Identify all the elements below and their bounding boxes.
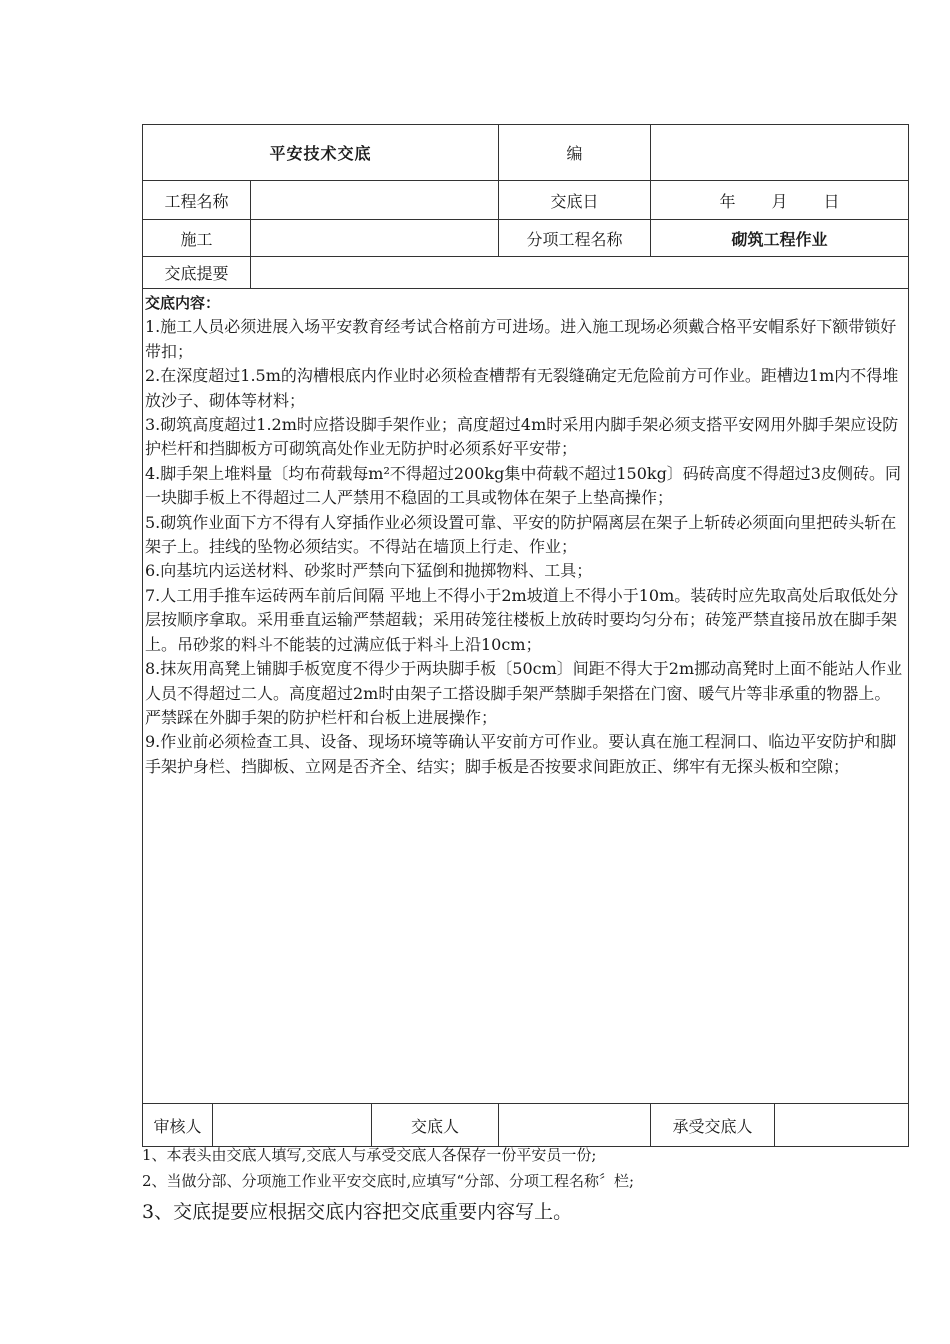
- disclosure-form: [142, 124, 909, 1147]
- date-field[interactable]: [651, 181, 909, 220]
- discloser-field[interactable]: [499, 1104, 651, 1147]
- footnote: 3、交底提要应根据交底内容把交底重要内容写上。: [142, 1201, 573, 1223]
- number-label: 编: [499, 125, 651, 181]
- date-label: 交底日: [499, 181, 651, 220]
- content-item: 4.脚手架上堆料量〔均布荷载每m²不得超过200kg集中荷载不超过150kg〕码砖高度不得超过3皮侧砖。同一块脚手板上不得超过二人严禁用不稳固的工具或物体在架子上垫高操作；: [145, 463, 901, 508]
- content-item: 8.抹灰用高凳上铺脚手板宽度不得少于两块脚手板〔50cm〕间距不得大于2m挪动高凳时上面不能站人作业人员不得超过二人。高度超过2m时由架子工搭设脚手架严禁脚手架搭在门窗、暖气片等非承重的物器上。严禁踩在外脚手架的防护栏杆和台板上进展操作；: [145, 659, 903, 727]
- receiver-group: [672, 1104, 909, 1147]
- content-item: 9.作业前必须检查工具、设备、现场环境等确认平安前方可作业。要认真在施工程洞口、临边平安防护和脚手架护身栏、挡脚板、立网是否齐全、结实；脚手板是否按要求间距放正、绑牢有无探头板和空隙；: [145, 732, 897, 776]
- summary-label: 交底提要: [143, 257, 251, 289]
- footnotes: [142, 1142, 932, 1228]
- number-field[interactable]: [651, 125, 909, 181]
- receiver-field[interactable]: [775, 1104, 908, 1146]
- content-item: 3.砌筑高度超过1.2m时应搭设脚手架作业；高度超过4m时采用内脚手架必须支搭平安网用外脚手架应设防护栏杆和挡脚板方可砌筑高处作业无防护时必须系好平安带；: [145, 415, 899, 459]
- reviewer-label: 审核人: [143, 1104, 213, 1147]
- date-year-label: 年: [719, 191, 736, 211]
- receiver-label: 承受交底人: [651, 1104, 775, 1146]
- date-month-label: 月: [771, 191, 788, 211]
- project-name-field[interactable]: [251, 181, 499, 220]
- content-heading: 交底内容：: [145, 294, 221, 312]
- reviewer-field[interactable]: [213, 1104, 372, 1147]
- construction-field[interactable]: [251, 220, 499, 257]
- construction-label: 施工: [143, 220, 251, 257]
- content-item: 6.向基坑内运送材料、砂浆时严禁向下猛倒和抛掷物料、工具；: [145, 561, 593, 581]
- content-item: 2.在深度超过1.5m的沟槽根底内作业时必须检查槽帮有无裂缝确定无危险前方可作业。距槽边1m内不得堆放沙子、砌体等材料；: [145, 366, 899, 410]
- summary-field[interactable]: [251, 257, 909, 289]
- subitem-label: 分项工程名称: [499, 220, 651, 257]
- content-item: 1.施工人员必须进展入场平安教育经考试合格前方可进场。进入施工现场必须戴合格平安帽系好下额带锁好带扣；: [145, 317, 897, 361]
- subitem-field[interactable]: 砌筑工程作业: [651, 220, 909, 257]
- footnote: 1、本表头由交底人填写,交底人与承受交底人各保存一份平安员一份;: [142, 1146, 597, 1164]
- form-title: 平安技术交底: [143, 125, 499, 181]
- content-item: 5.砌筑作业面下方不得有人穿插作业必须设置可靠、平安的防护隔离层在架子上斩砖必须面向里把砖头斩在架子上。挂线的坠物必须结实。不得站在墙顶上行走、作业；: [145, 512, 897, 557]
- discloser-label: 交底人: [372, 1104, 499, 1147]
- project-name-label: 工程名称: [143, 181, 251, 220]
- content-item: 7.人工用手推车运砖两车前后间隔 平地上不得小于2m坡道上不得小于10m。装砖时应先取高处后取低处分层按顺序拿取。采用垂直运输严禁超载；采用砖笼往楼板上放砖时要均匀分布；砖笼严禁直接吊放在脚手架上。吊砂浆的料斗不能装的过满应低于料斗上沿10cm；: [145, 585, 899, 654]
- date-day-label: 日: [823, 191, 840, 211]
- content-section[interactable]: [143, 289, 909, 1104]
- footnote: 2、当做分部、分项施工作业平安交底时,应填写“分部、分项工程名称〞栏;: [142, 1172, 635, 1190]
